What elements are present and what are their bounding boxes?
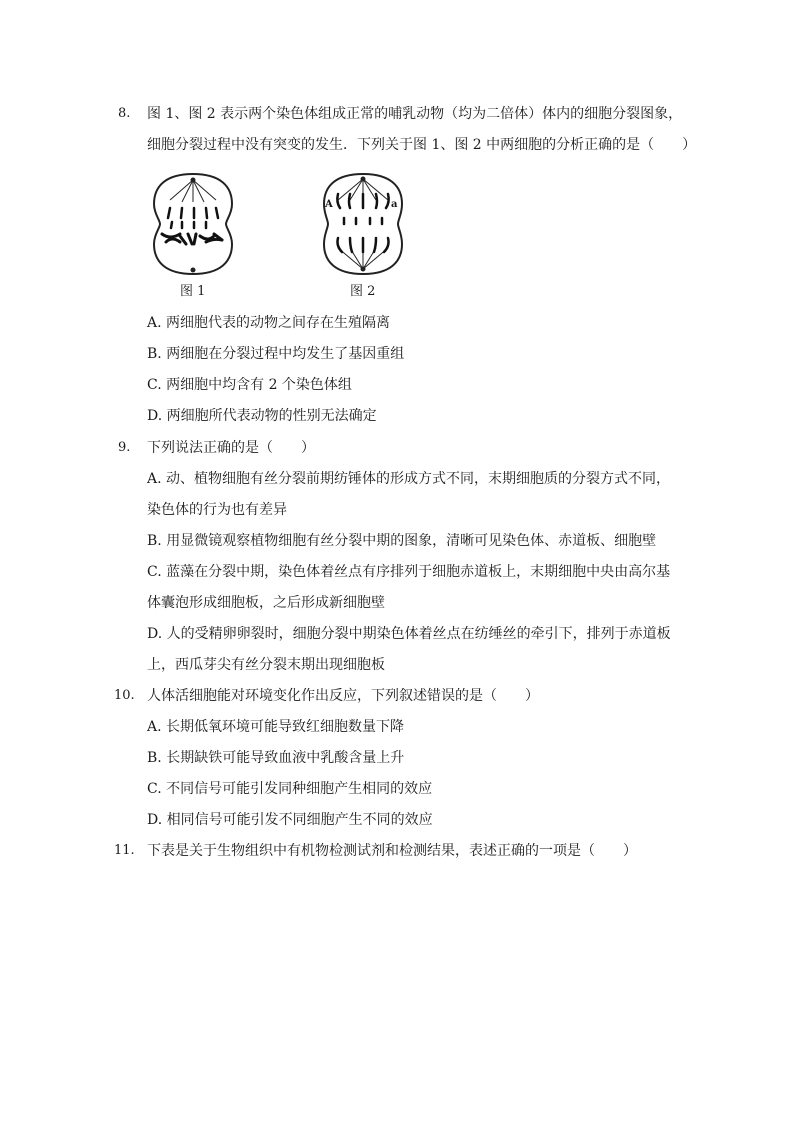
option-a[interactable]: A. 长期低氧环境可能导致红细胞数量下降 [147, 719, 405, 735]
question-number: 11. [114, 843, 135, 858]
figure-1-cell-diagram [150, 170, 236, 278]
option-c[interactable]: C. 两细胞中均含有 2 个染色体组 [147, 377, 352, 393]
option-a-continued: 染色体的行为也有差异 [147, 502, 287, 518]
figure-1-caption: 图 1 [180, 284, 206, 299]
question-number: 8. [118, 106, 131, 121]
option-d[interactable]: D. 两细胞所代表动物的性别无法确定 [147, 408, 377, 424]
option-b[interactable]: B. 两细胞在分裂过程中均发生了基因重组 [147, 346, 405, 362]
figure-2-caption: 图 2 [350, 284, 376, 299]
option-b[interactable]: B. 用显微镜观察植物细胞有丝分裂中期的图象，清晰可见染色体、赤道板、细胞壁 [147, 533, 657, 549]
question-number: 9. [118, 440, 131, 455]
option-c[interactable]: C. 不同信号可能引发同种细胞产生相同的效应 [147, 781, 433, 797]
question-number: 10. [114, 688, 135, 703]
option-c-continued: 体囊泡形成细胞板，之后形成新细胞壁 [147, 595, 385, 611]
question-stem-line: 细胞分裂过程中没有突变的发生．下列关于图 1、图 2 中两细胞的分析正确的是（ ） [147, 137, 697, 153]
figure-2-gene-label-a-lower: a [391, 199, 398, 210]
option-b[interactable]: B. 长期缺铁可能导致血液中乳酸含量上升 [147, 750, 405, 766]
question-stem-line: 下表是关于生物组织中有机物检测试剂和检测结果，表述正确的一项是（ ） [147, 843, 637, 859]
option-c[interactable]: C. 蓝藻在分裂中期，染色体着丝点有序排列于细胞赤道板上，末期细胞中央由高尔基 [147, 564, 671, 580]
option-a[interactable]: A. 两细胞代表的动物之间存在生殖隔离 [147, 315, 391, 331]
question-stem-line: 图 1、图 2 表示两个染色体组成正常的哺乳动物（均为二倍体）体内的细胞分裂图象， [147, 106, 683, 122]
option-d[interactable]: D. 相同信号可能引发不同细胞产生不同的效应 [147, 812, 433, 828]
option-a[interactable]: A. 动、植物细胞有丝分裂前期纺锤体的形成方式不同，末期细胞质的分裂方式不同， [147, 471, 671, 487]
option-d[interactable]: D. 人的受精卵卵裂时，细胞分裂中期染色体着丝点在纺缍丝的牵引下，排列于赤道板 [147, 626, 671, 642]
question-stem-line: 人体活细胞能对环境变化作出反应，下列叙述错误的是（ ） [147, 688, 539, 704]
question-stem-line: 下列说法正确的是（ ） [147, 440, 315, 456]
figure-2-gene-label-a-upper: A [325, 199, 333, 210]
figure-2-cell-diagram [320, 170, 406, 278]
option-d-continued: 上，西瓜芽尖有丝分裂末期出现细胞板 [147, 657, 385, 673]
